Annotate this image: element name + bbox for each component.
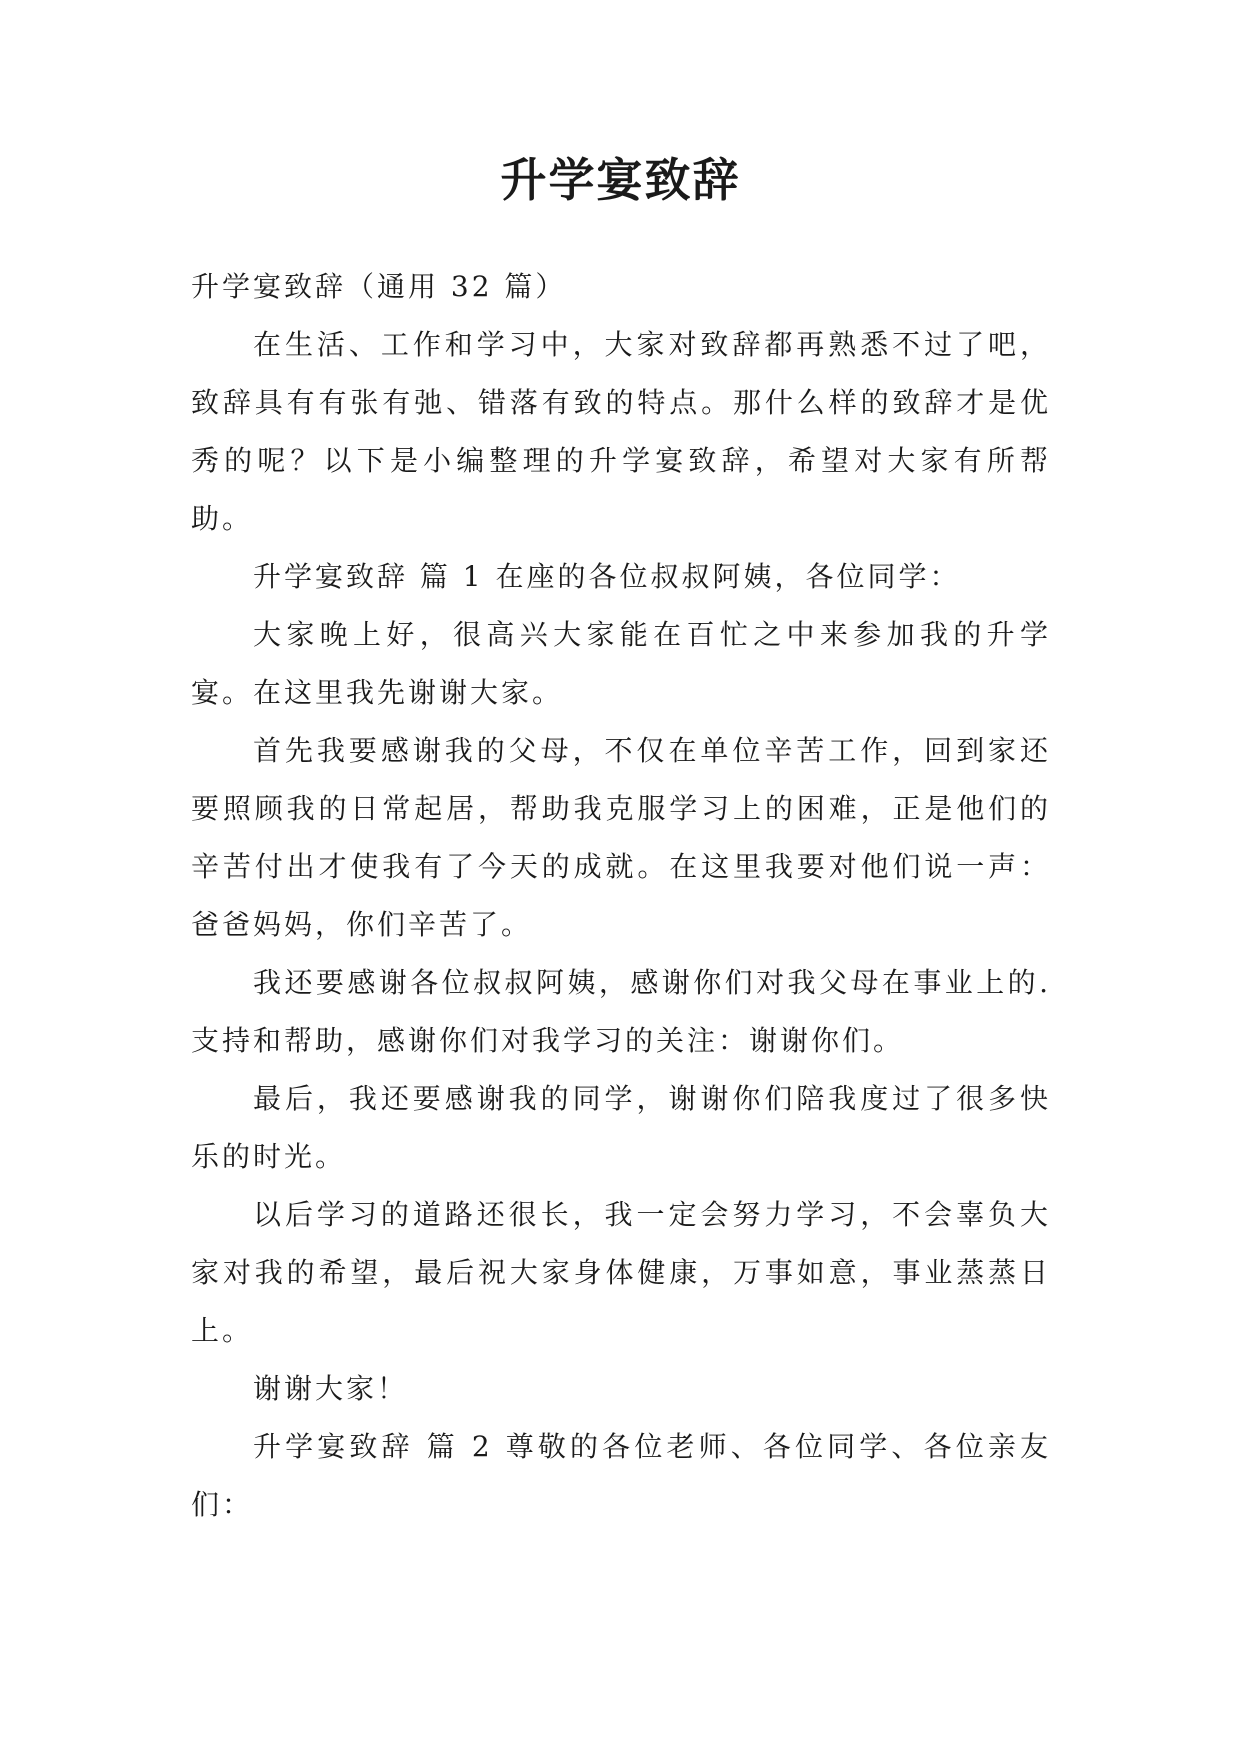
paragraph-speech-2-heading: 升学宴致辞 篇 2 尊敬的各位老师、各位同学、各位亲友们：: [191, 1430, 1051, 1521]
paragraph-thanks-parents: 首先我要感谢我的父母，不仅在单位辛苦工作，回到家还要照顾我的日常起居，帮助我克服学习上的困难，正是他们的辛苦付出才使我有了今天的成就。在这里我要对他们说一声：爸爸妈妈，你们辛苦了。: [191, 734, 1051, 941]
document-title: 升学宴致辞: [500, 153, 741, 207]
paragraph-thanks-relatives: 我还要感谢各位叔叔阿姨，感谢你们对我父母在事业上的.支持和帮助，感谢你们对我学习的关注：谢谢你们。: [191, 966, 1051, 1057]
paragraph-speech-1-heading: 升学宴致辞 篇 1 在座的各位叔叔阿姨，各位同学：: [253, 560, 961, 593]
paragraph-future: 以后学习的道路还很长，我一定会努力学习，不会辜负大家对我的希望，最后祝大家身体健康，万事如意，事业蒸蒸日上。: [191, 1198, 1051, 1347]
paragraph-thanks-classmates: 最后，我还要感谢我的同学，谢谢你们陪我度过了很多快乐的时光。: [191, 1082, 1051, 1173]
document-body: [191, 258, 1051, 1534]
paragraph-closing: 谢谢大家！: [253, 1372, 409, 1405]
paragraph-greeting: 大家晚上好，很高兴大家能在百忙之中来参加我的升学宴。在这里我先谢谢大家。: [191, 618, 1051, 709]
paragraph-subtitle: 升学宴致辞（通用 32 篇）: [191, 270, 567, 303]
paragraph-intro: 在生活、工作和学习中，大家对致辞都再熟悉不过了吧，致辞具有有张有弛、错落有致的特点。那什么样的致辞才是优秀的呢？以下是小编整理的升学宴致辞，希望对大家有所帮助。: [191, 328, 1051, 535]
